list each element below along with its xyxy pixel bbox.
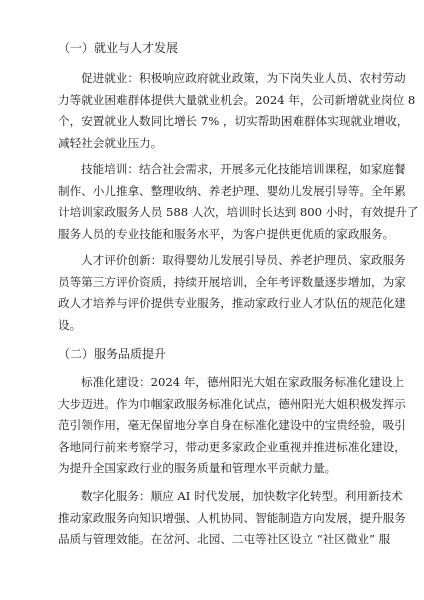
paragraph-line: 数字化服务：顺应 AI 时代发展，加快数字化转型。利用新技术 [81,489,403,503]
paragraph-line: 制作、小儿推拿、整理收纳、养老护理、婴幼儿发展引导等。全年累 [58,183,406,198]
paragraph-line: 设。 [58,317,82,332]
paragraph-line: 品质与管理效能。在岔河、北园、二屯等社区设立 “社区微业” 服 [58,532,391,547]
paragraph-standardization [58,372,406,480]
paragraph-line: 员等第三方评价资质，持续开展培训，全年考评数量逐步增加，为家 [58,274,406,289]
paragraph-line: 各地同行前来考察学习，带动更多家政企业重视并推进标准化建设， [58,439,406,454]
paragraph-line: 促进就业：积极响应政府就业政策，为下岗失业人员、农村劳动 [81,71,406,85]
section-heading-service-quality: （二）服务品质提升 [58,347,167,361]
paragraph-skill-training [58,159,419,245]
paragraph-talent-evaluation [58,250,406,336]
paragraph-line: 技能培训：结合社会需求，开展多元化技能培训课程，如家庭餐 [81,162,406,176]
section-heading-employment: （一）就业与人才发展 [58,41,179,55]
paragraph-line: 范引领作用，毫无保留地分享自身在标准化建设中的宝贵经验，吸引 [58,418,406,433]
paragraph-line: 推动家政服务向知识增强、人机协同、智能制造方向发展，提升服务 [58,510,406,525]
paragraph-line: 计培训家政服务人员 588 人次，培训时长达到 800 小时，有效提升了 [58,205,419,220]
paragraph-line: 为提升全国家政行业的服务质量和管理水平贡献力量。 [58,461,337,476]
paragraph-digital-service [58,486,406,551]
paragraph-line: 力等就业困难群体提供大量就业机会。2024 年，公司新增就业岗位 8 [58,92,416,107]
paragraph-line: 个，安置就业人数同比增长 7% ，切实帮助困难群体实现就业增收， [58,114,409,129]
paragraph-line: 标准化建设：2024 年，德州阳光大姐在家政服务标准化建设上 [81,375,405,389]
paragraph-employment-promotion [58,68,416,154]
paragraph-line: 减轻社会就业压力。 [58,135,163,150]
paragraph-line: 服务人员的专业技能和服务水平，为客户提供更优质的家政服务。 [58,226,395,241]
paragraph-line: 政人才培养与评价提供专业服务，推动家政行业人才队伍的规范化建 [58,296,406,311]
paragraph-line: 人才评价创新：取得婴幼儿发展引导员、养老护理员、家政服务 [81,253,406,267]
paragraph-line: 大步迈进。作为巾帼家政服务标准化试点，德州阳光大姐积极发挥示 [58,396,406,411]
